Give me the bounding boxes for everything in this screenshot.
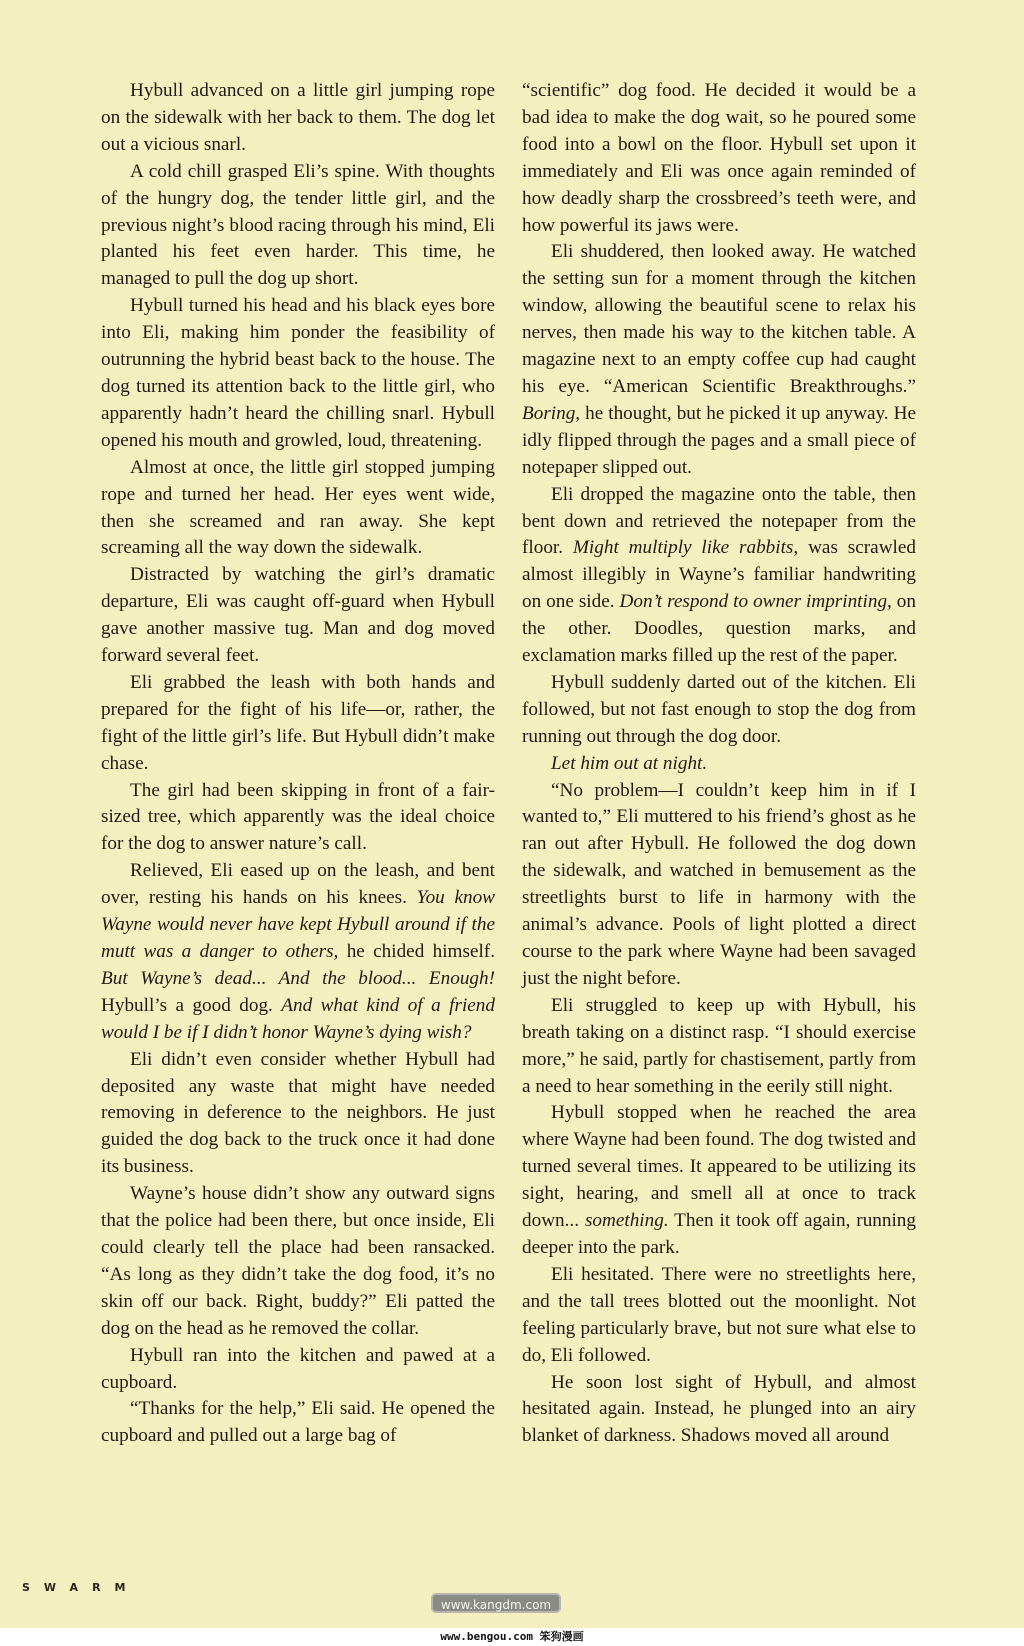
text-run: Eli didn’t even consider whether Hybull had deposited any waste that might have needed removing in deference to the neighbors. He just guided the dog back to the truck once it had done its business. xyxy=(101,1048,495,1178)
paragraph xyxy=(522,78,916,239)
text-run: Hybull suddenly darted out of the kitchen. Eli followed, but not fast enough to stop the dog from running out through the dog door. xyxy=(522,671,916,747)
italic-run: You know Wayne would never have kept Hybull around if the mutt was a danger to others, xyxy=(101,887,495,962)
paragraph xyxy=(101,858,495,1046)
text-run: Almost at once, the little girl stopped jumping rope and turned her head. Her eyes went wide, then she screamed and ran away. She kept screaming all the way down the sidewalk. xyxy=(101,456,495,559)
text-run: Hybull ran into the kitchen and pawed at a cupboard. xyxy=(101,1344,495,1393)
paragraph xyxy=(522,1100,916,1261)
text-run: Hybull stopped when he reached the area where Wayne had been found. The dog twisted and turned several times. It appeared to be utilizing its sight, hearing, and smell all at once to track down... xyxy=(522,1102,916,1232)
italic-run: Don’t respond to owner imprinting, xyxy=(619,591,892,613)
text-run: Relieved, Eli eased up on the leash, and bent over, resting his hands on his knees. xyxy=(101,860,495,909)
paragraph xyxy=(101,1047,495,1182)
text-run: Eli grabbed the leash with both hands and prepared for the fight of his life—or, rather, the fight of the little girl’s life. But Hybull didn’t make chase. xyxy=(101,671,495,774)
paragraph xyxy=(101,1396,495,1450)
paragraph xyxy=(522,482,916,670)
text-run: Eli hesitated. There were no streetlights here, and the tall trees blotted out the moonlight. Not feeling particularly brave, but not sure what else to do, Eli followed. xyxy=(522,1263,916,1366)
text-run: he chided himself. xyxy=(338,941,495,962)
italic-run: But Wayne’s dead... And the blood... Enough! xyxy=(101,967,495,989)
text-run: Hybull advanced on a little girl jumping rope on the sidewalk with her back to them. The dog let out a vicious snarl. xyxy=(101,80,495,155)
paragraph xyxy=(522,1370,916,1451)
paragraph xyxy=(522,1262,916,1370)
paragraph xyxy=(522,670,916,751)
paragraph xyxy=(101,159,495,294)
paragraph xyxy=(522,239,916,481)
text-run: “No problem—I couldn’t keep him in if I wanted to,” Eli muttered to his friend’s ghost as he ran out after Hybull. He followed the dog down the sidewalk, and watched in bemusement as the streetlights burst to life in harmony with the animal’s advance. Pools of light plotted a direct course to the park where Wayne had been savaged just the night before. xyxy=(522,779,916,989)
text-run: He soon lost sight of Hybull, and almost hesitated again. Instead, he plunged into an airy blanket of darkness. Shadows moved all around xyxy=(522,1371,916,1447)
text-run: Eli dropped the magazine onto the table, then bent down and retrieved the notepaper from the floor. xyxy=(522,483,916,559)
text-run: A cold chill grasped Eli’s spine. With thoughts of the hungry dog, the tender little girl, and the previous night’s blood racing through his mind, Eli planted his feet even harder. This time, he managed to pull the dog up short. xyxy=(101,160,495,290)
text-run: Distracted by watching the girl’s dramatic departure, Eli was caught off-guard when Hybull gave another massive tug. Man and dog moved forward several feet. xyxy=(101,564,495,667)
italic-run: Let him out at night. xyxy=(551,752,708,774)
text-run: he thought, but he picked it up anyway. He idly flipped through the pages and a small piece of notepaper slipped out. xyxy=(522,402,916,478)
paragraph xyxy=(101,1181,495,1342)
italic-run: Might multiply like rabbits, xyxy=(572,537,799,559)
right-column xyxy=(522,78,916,1450)
text-run: The girl had been skipping in front of a fair-sized tree, which apparently was the ideal choice for the dog to answer nature’s call. xyxy=(101,779,495,855)
paragraph xyxy=(101,293,495,454)
running-title: SWARM xyxy=(22,1581,140,1594)
text-run: Then it took off again, running deeper into the park. xyxy=(522,1210,916,1258)
paragraph xyxy=(522,751,916,778)
paragraph xyxy=(522,778,916,993)
paragraph xyxy=(101,778,495,859)
text-run: “Thanks for the help,” Eli said. He opened the cupboard and pulled out a large bag of xyxy=(101,1398,495,1447)
paragraph xyxy=(101,1343,495,1397)
text-run: was scrawled almost illegibly in Wayne’s familiar handwriting on one side. xyxy=(522,537,916,613)
paragraph xyxy=(101,670,495,778)
text-run: Hybull turned his head and his black eyes bore into Eli, making him ponder the feasibility of outrunning the hybrid beast back to the house. The dog turned its attention back to the little girl, who apparently hadn’t heard the chilling snarl. Hybull opened his mouth and growled, loud, threatening. xyxy=(101,295,495,451)
site-credit: www.bengou.com 笨狗漫画 xyxy=(0,1628,1024,1646)
italic-run: something. xyxy=(584,1210,669,1232)
italic-run: And what kind of a friend would I be if I didn’t honor Wayne’s dying wish? xyxy=(101,994,495,1043)
text-run: Eli struggled to keep up with Hybull, his breath taking on a distinct rasp. “I should exercise more,” he said, partly for chastisement, partly from a need to hear something in the eerily still night. xyxy=(522,994,916,1097)
text-run: Hybull’s a good dog. xyxy=(101,994,282,1016)
paragraph xyxy=(522,993,916,1101)
paragraph xyxy=(101,78,495,159)
text-run: on the other. Doodles, question marks, and exclamation marks filled up the rest of the paper. xyxy=(522,591,916,667)
paragraph xyxy=(101,455,495,563)
italic-run: Boring, xyxy=(522,402,581,424)
text-run: Eli shuddered, then looked away. He watched the setting sun for a moment through the kitchen window, allowing the beautiful scene to relax his nerves, then made his way to the kitchen table. A magazine next to an empty coffee cup had caught his eye. “American Scientific Breakthroughs.” xyxy=(522,241,916,397)
paragraph xyxy=(101,562,495,670)
text-run: “scientific” dog food. He decided it would be a bad idea to make the dog wait, so he poured some food into a bowl on the floor. Hybull set upon it immediately and Eli was once again reminded of how deadly sharp the crossbreed’s teeth were, and how powerful its jaws were. xyxy=(522,80,916,236)
text-run: Wayne’s house didn’t show any outward signs that the police had been there, but once inside, Eli could clearly tell the place had been ransacked. “As long as they didn’t take the dog food, it’s no skin off our back. Right, buddy?” Eli patted the dog on the head as he removed the collar. xyxy=(101,1183,495,1339)
watermark-badge[interactable]: www.kangdm.com xyxy=(431,1593,561,1613)
left-column xyxy=(101,78,495,1450)
